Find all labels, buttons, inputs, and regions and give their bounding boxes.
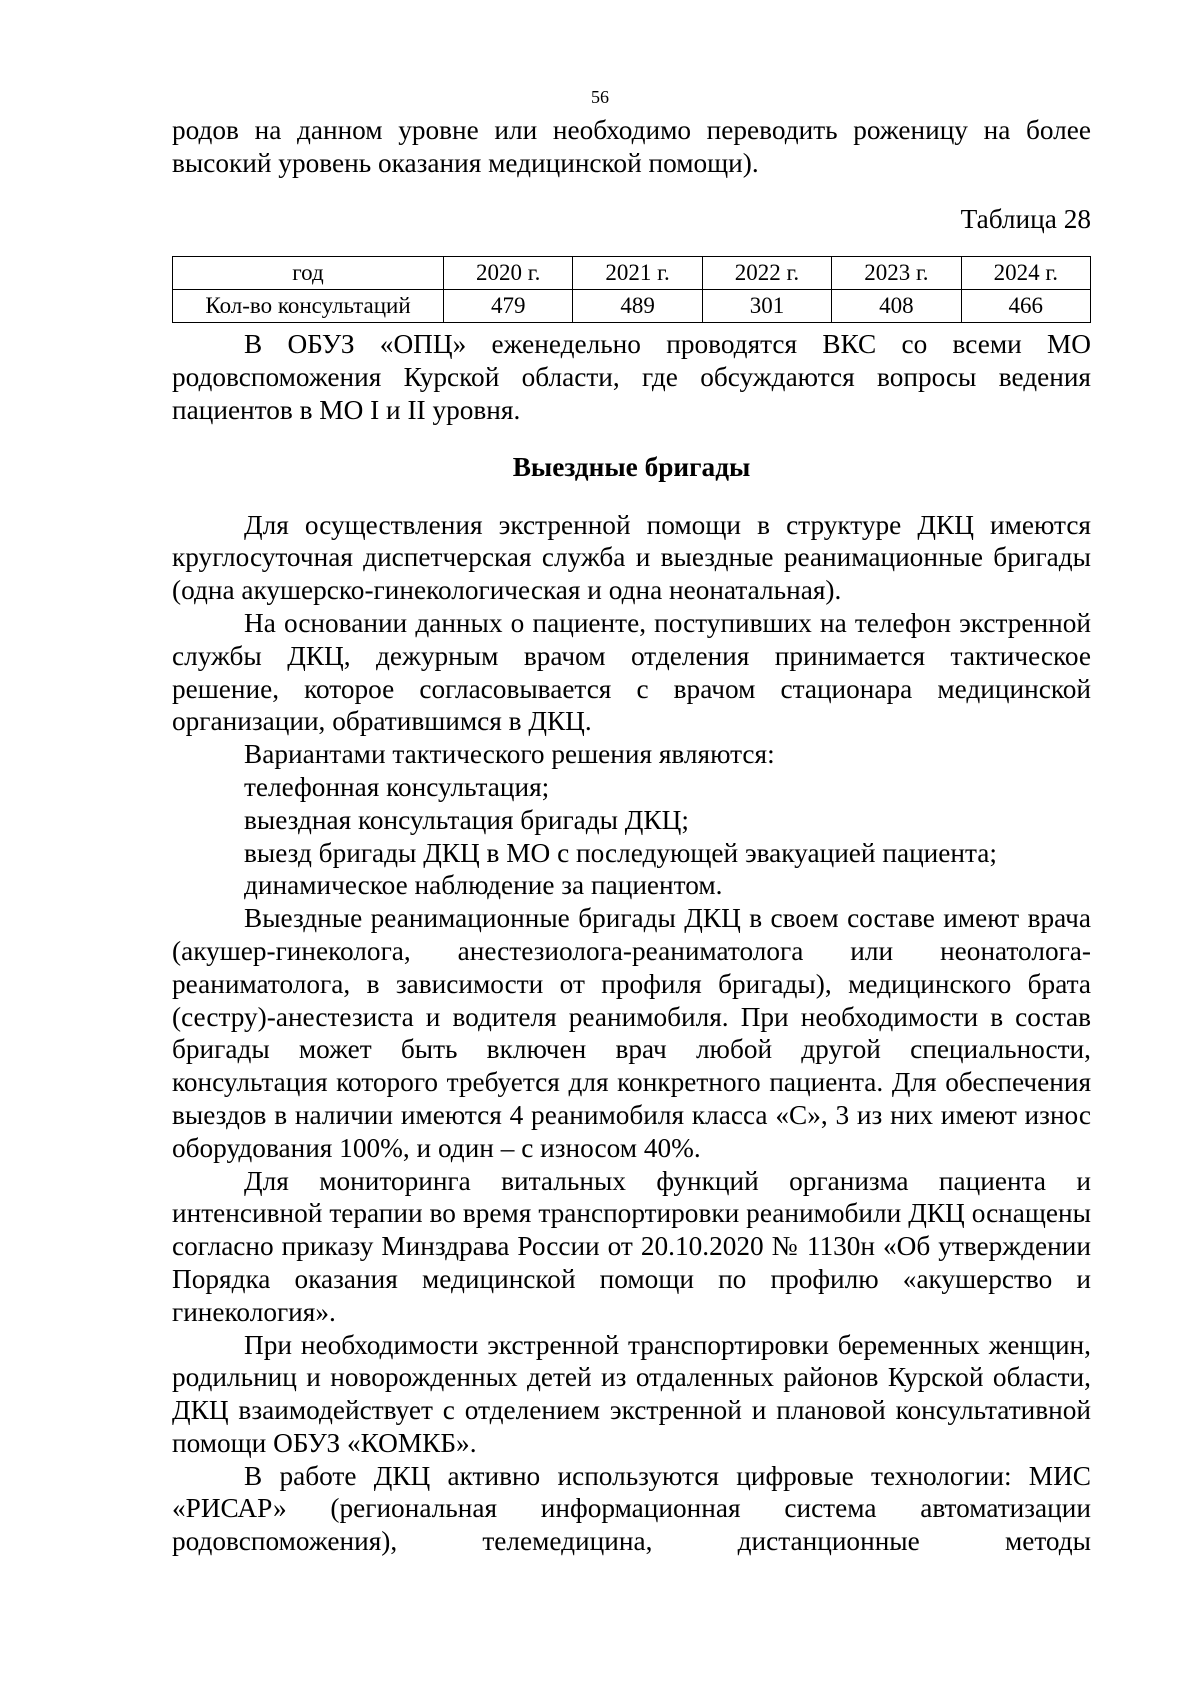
paragraph-4: Выездные реанимационные бригады ДКЦ в своем составе имеют врача (акушер-гинеколога, анестезиолога-реаниматолога или неонатолога-реаниматолога, в зависимости от профиля бригады), медицинского брата (сестру)-анестезиста и водителя реанимобиля. При необходимости в состав бригады может быть включен врач любой другой специальности, консультация которого требуется для конкретного пациента. Для обеспечения выездов в наличии имеются 4 реанимобиля класса «С», 3 из них имеют износ оборудования 100%, и один – с износом 40%. <box>172 903 1091 1163</box>
table-header-row <box>173 257 1091 290</box>
consultations-table <box>172 256 1091 323</box>
table-cell: 479 <box>444 290 573 323</box>
paragraph-6: При необходимости экстренной транспортировки беременных женщин, родильниц и новорожденных детей из отдаленных районов Курской области, ДКЦ взаимодействует с отделением экстренной и плановой консультативной помощи ОБУЗ «КОМКБ». <box>172 1329 1091 1458</box>
table-header-cell: год <box>173 257 444 290</box>
paragraph-3: Вариантами тактического решения являются: <box>244 739 775 770</box>
table-header-cell: 2021 г. <box>573 257 702 290</box>
page-number: 56 <box>591 87 609 107</box>
list-item: выездная консультация бригады ДКЦ; <box>244 804 689 835</box>
intro-line-1: родов на данном уровне или необходимо переводить роженицу на более <box>172 115 1091 145</box>
document-body <box>172 114 1091 1558</box>
table-cell: 408 <box>832 290 961 323</box>
table-cell: 489 <box>573 290 702 323</box>
table-header-cell: 2022 г. <box>702 257 831 290</box>
table-header-cell: 2024 г. <box>961 257 1090 290</box>
table-header-cell: 2023 г. <box>832 257 961 290</box>
table-caption: Таблица 28 <box>960 203 1091 234</box>
table-cell: 301 <box>702 290 831 323</box>
table-header-cell: 2020 г. <box>444 257 573 290</box>
paragraph-vks: В ОБУЗ «ОПЦ» еженедельно проводятся ВКС со всеми МО родовспоможения Курской области, где обсуждаются вопросы ведения пациентов в МО I и II уровня. <box>172 329 1091 425</box>
paragraph-5: Для мониторинга витальных функций организма пациента и интенсивной терапии во время транспортировки реанимобили ДКЦ оснащены согласно приказу Минздрава России от 20.10.2020 № 1130н «Об утверждении Порядка оказания медицинской помощи по профилю «акушерство и гинекология». <box>172 1165 1091 1327</box>
paragraph-7: В работе ДКЦ активно используются цифровые технологии: МИС «РИСАР» (региональная информационная система автоматизации родовспоможения), телемедицина, дистанционные методы <box>172 1460 1091 1557</box>
list-item: телефонная консультация; <box>244 771 550 802</box>
table-row <box>173 290 1091 323</box>
intro-line-2: высокий уровень оказания медицинской помощи). <box>172 147 759 178</box>
list-item: динамическое наблюдение за пациентом. <box>244 870 723 901</box>
table-cell: Кол-во консультаций <box>173 290 444 323</box>
paragraph-1: Для осуществления экстренной помощи в структуре ДКЦ имеются круглосуточная диспетчерская служба и выездные реанимационные бригады (одна акушерско-гинекологическая и одна неонатальная). <box>172 509 1091 606</box>
list-item: выезд бригады ДКЦ в МО с последующей эвакуацией пациента; <box>244 837 997 868</box>
table-cell: 466 <box>961 290 1090 323</box>
section-heading: Выездные бригады <box>512 451 751 482</box>
paragraph-2: На основании данных о пациенте, поступивших на телефон экстренной службы ДКЦ, дежурным врачом отделения принимается тактическое решение, которое согласовывается с врачом стационара медицинской организации, обратившимся в ДКЦ. <box>172 607 1091 737</box>
